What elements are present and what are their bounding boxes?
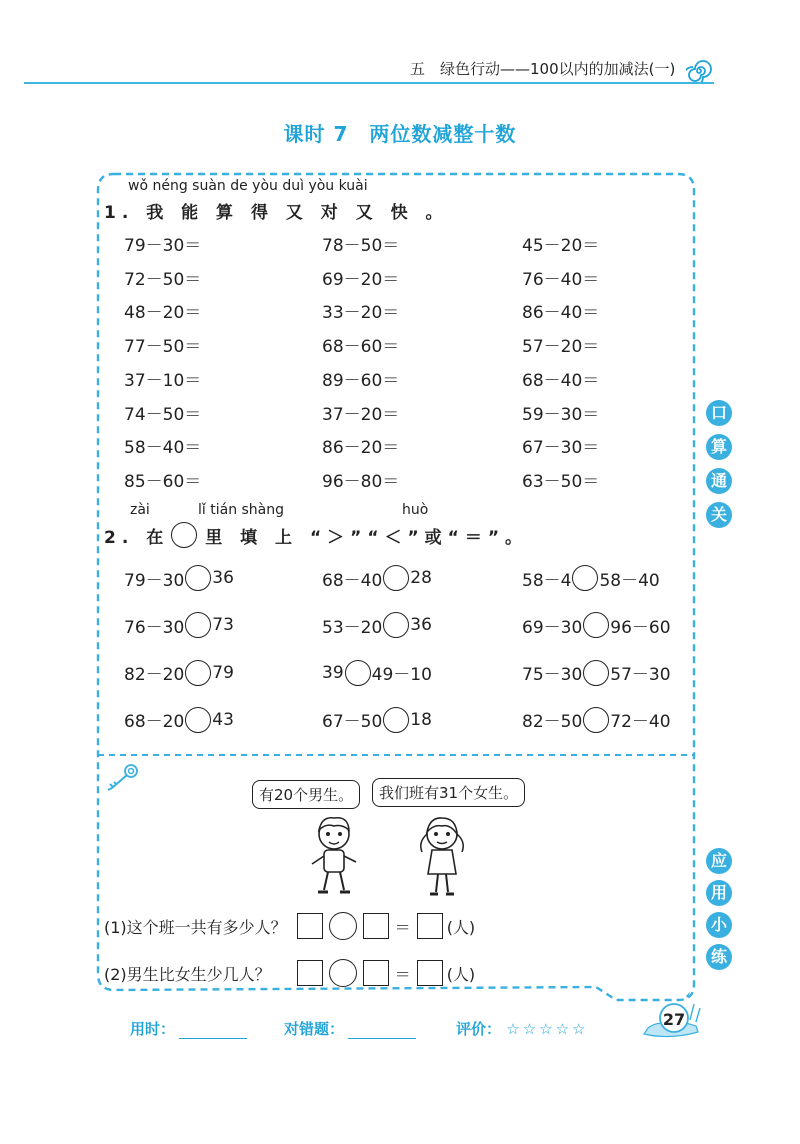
section2-question	[104, 522, 528, 548]
compare-right: 18	[410, 709, 432, 730]
unit-header: 五 绿色行动——100以内的加减法(一)	[410, 60, 676, 78]
compare-left: 82－20	[124, 665, 185, 686]
compare-left: 68－20	[124, 712, 185, 733]
rating-label: 评价：	[456, 1020, 502, 1038]
side-tabs-top	[706, 400, 732, 528]
boy-speech-bubble: 有20个男生。	[252, 780, 360, 809]
calc-problem: 86－20＝	[322, 438, 400, 459]
side-tab: 练	[706, 944, 732, 970]
compare-left: 79－30	[124, 570, 185, 591]
side-tab: 算	[706, 434, 732, 460]
calc-problem: 45－20＝	[522, 236, 600, 256]
calc-problem: 37－10＝	[124, 370, 202, 391]
calc-problem: 68－40＝	[522, 370, 600, 391]
compare-problem	[522, 660, 671, 686]
compare-right: 58－40	[599, 570, 660, 591]
compare-circle[interactable]	[185, 660, 211, 686]
time-field	[130, 1018, 247, 1039]
calc-problem: 58－40＝	[124, 438, 202, 459]
compare-circle[interactable]	[383, 565, 409, 591]
compare-right: 28	[410, 568, 432, 588]
side-tab: 小	[706, 912, 732, 938]
subquestion-1-text: (1)这个班一共有多少人？	[104, 917, 287, 937]
compare-problem	[522, 565, 660, 591]
subquestion-2	[104, 959, 475, 987]
calc-problem: 69－20＝	[322, 269, 400, 290]
compare-right: 79	[212, 662, 234, 683]
unit-label: (人)	[446, 917, 476, 937]
side-tab: 用	[706, 880, 732, 906]
compare-right: 73	[212, 615, 234, 636]
pinyin-zai: zài	[130, 502, 150, 518]
calc-problem: 68－60＝	[322, 337, 400, 358]
equals-sign: ＝	[394, 964, 411, 984]
answer-box[interactable]	[297, 960, 323, 986]
compare-circle[interactable]	[583, 660, 609, 686]
compare-problem	[322, 565, 432, 591]
calc-problem: 79－30＝	[124, 236, 202, 256]
compare-problem	[522, 707, 671, 733]
compare-right: 49－10	[371, 665, 432, 686]
calc-problem: 77－50＝	[124, 337, 202, 358]
compare-left: 76－30	[124, 617, 185, 638]
compare-right: 36	[410, 615, 432, 636]
compare-circle[interactable]	[345, 660, 371, 686]
calc-problem: 63－50＝	[522, 471, 600, 492]
compare-left: 67－50	[322, 712, 383, 733]
compare-problem	[522, 612, 671, 638]
circle-symbol	[171, 522, 197, 548]
errors-blank[interactable]	[348, 1038, 416, 1039]
section2-q-rest: 里 填 上 “＞”“＜”或“＝”。	[205, 527, 529, 548]
compare-problem	[322, 612, 432, 638]
compare-circle[interactable]	[583, 612, 609, 638]
subquestion-1	[104, 912, 475, 940]
compare-circle[interactable]	[383, 707, 409, 733]
compare-problem	[322, 660, 432, 686]
girl-illustration	[412, 812, 472, 898]
compare-right: 72－40	[610, 712, 671, 733]
answer-box[interactable]	[363, 913, 389, 939]
equals-sign: ＝	[394, 917, 411, 937]
compare-right: 57－30	[610, 665, 671, 686]
calc-problem: 33－20＝	[322, 303, 400, 324]
calc-problem: 78－50＝	[322, 236, 400, 256]
pinyin-li-tian-shang: lǐ tián shàng	[198, 502, 285, 518]
compare-left: 75－30	[522, 665, 583, 686]
compare-problem	[124, 660, 234, 686]
compare-left: 68－40	[322, 570, 383, 591]
calc-problem: 96－80＝	[322, 471, 400, 492]
answer-box[interactable]	[363, 960, 389, 986]
compare-left: 82－50	[522, 712, 583, 733]
compare-left: 53－20	[322, 617, 383, 638]
side-tab: 口	[706, 400, 732, 426]
page-title: 课时 7 两位数减整十数	[283, 122, 517, 146]
calc-problem: 59－30＝	[522, 404, 600, 425]
calc-problem: 76－40＝	[522, 269, 600, 290]
compare-right: 96－60	[610, 617, 671, 638]
errors-label: 对错题：	[284, 1020, 345, 1038]
calc-problem: 48－20＝	[124, 303, 202, 324]
calc-problem: 85－60＝	[124, 471, 202, 492]
compare-problem	[124, 612, 234, 638]
compare-circle[interactable]	[185, 612, 211, 638]
compare-circle[interactable]	[185, 707, 211, 733]
page-number: 27	[662, 1010, 686, 1029]
compare-right: 36	[212, 568, 234, 588]
calc-problem: 89－60＝	[322, 370, 400, 391]
spiral-icon	[686, 58, 712, 84]
calc-problem: 86－40＝	[522, 303, 600, 324]
compare-left: 39	[322, 662, 344, 683]
pinyin-huo: huò	[402, 502, 429, 518]
compare-problem	[124, 707, 234, 733]
compare-circle[interactable]	[583, 707, 609, 733]
time-label: 用时：	[130, 1020, 176, 1038]
compare-left: 69－30	[522, 617, 583, 638]
compare-right: 43	[212, 709, 234, 730]
unit-label: (人)	[446, 964, 476, 984]
compare-circle[interactable]	[185, 565, 211, 591]
operator-circle[interactable]	[329, 959, 357, 987]
answer-box[interactable]	[417, 913, 443, 939]
calc-problem: 72－50＝	[124, 269, 202, 290]
time-blank[interactable]	[179, 1038, 247, 1039]
side-tab: 关	[706, 502, 732, 528]
answer-box[interactable]	[417, 960, 443, 986]
calc-problem: 74－50＝	[124, 404, 202, 425]
side-tabs-bottom	[706, 848, 732, 970]
key-icon	[104, 762, 140, 794]
boy-illustration	[306, 812, 362, 898]
compare-circle[interactable]	[383, 612, 409, 638]
errors-field	[284, 1018, 416, 1039]
girl-speech-bubble: 我们班有31个女生。	[372, 778, 525, 807]
section2-q-num: 2. 在	[104, 527, 170, 548]
rating-stars[interactable]: ☆☆☆☆☆	[506, 1020, 589, 1038]
subquestion-2-text: (2)男生比女生少几人？	[104, 964, 271, 984]
compare-left: 58－4	[522, 570, 572, 591]
calc-problem: 67－30＝	[522, 438, 600, 459]
side-tab: 应	[706, 848, 732, 874]
section1-question: 1. 我 能 算 得 又 对 又 快 。	[104, 203, 449, 223]
compare-circle[interactable]	[572, 565, 598, 591]
answer-box[interactable]	[297, 913, 323, 939]
side-tab: 通	[706, 468, 732, 494]
compare-problem	[124, 565, 234, 591]
section1-pinyin: wǒ néng suàn de yòu duì yòu kuài	[128, 178, 368, 194]
operator-circle[interactable]	[329, 912, 357, 940]
compare-problem	[322, 707, 432, 733]
calc-problem: 57－20＝	[522, 337, 600, 358]
calc-problem: 37－20＝	[322, 404, 400, 425]
header-divider	[24, 82, 714, 84]
rating-field	[456, 1018, 589, 1039]
